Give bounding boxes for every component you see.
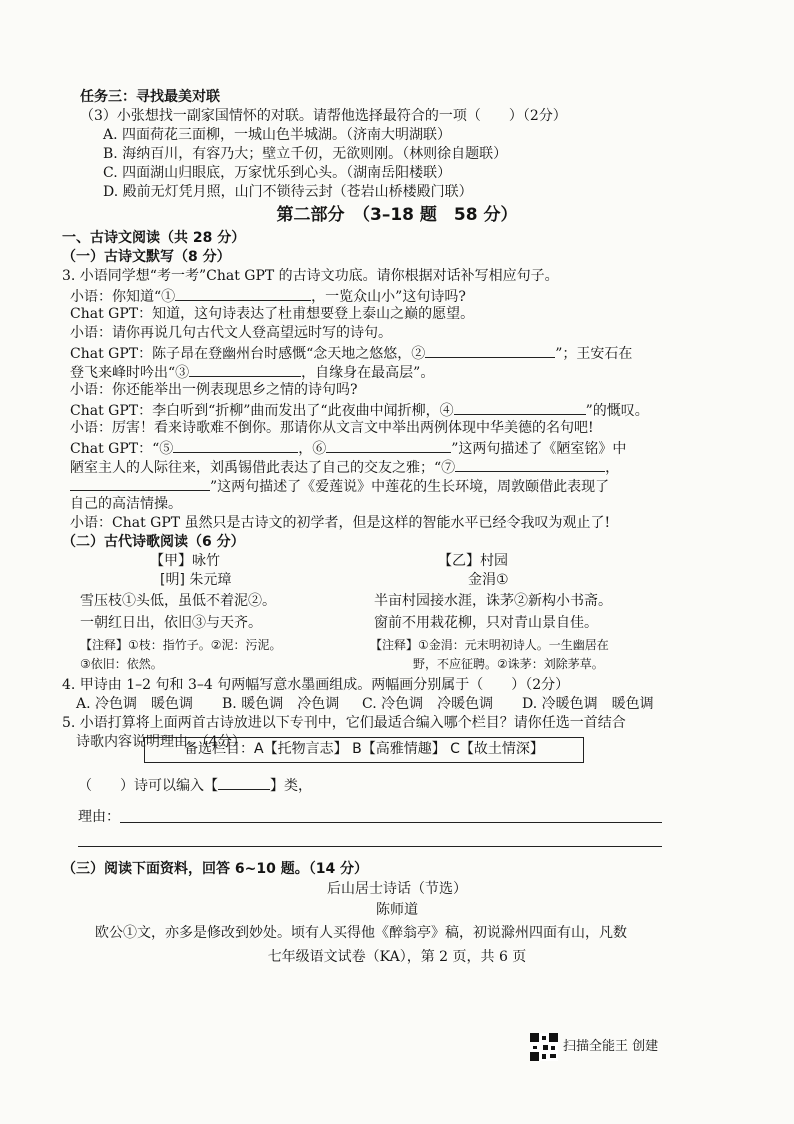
subsection2-title: （二）古代诗歌阅读（6 分） <box>62 534 245 550</box>
q5-answer-line: （ ）诗可以编入【 】类， <box>78 775 312 796</box>
question-4: 4. 甲诗由 1–2 句和 3–4 句两幅写意水墨画组成。两幅画分别属于（ ）（2分） <box>62 677 570 693</box>
blank-6[interactable] <box>326 438 451 453</box>
dialog-line-8: 小语：厉害！看来诗歌难不倒你。那请你从文言文中举出两例体现中华美德的名句吧! <box>70 420 594 436</box>
blank-3[interactable] <box>189 362 301 377</box>
dialog-line-9: Chat GPT：“⑤ ，⑥ ”这两句描述了《陋室铭》中 <box>70 438 626 459</box>
dialog-line-4: Chat GPT：陈子昂在登幽州台时感慨“念天地之悠悠，② ”；王安石在 <box>70 343 632 364</box>
poem-yi-line-1: 半亩村园接水涯，诛茅②新构小书斋。 <box>374 593 612 609</box>
poem-yi-author: 金涓① <box>468 572 509 588</box>
reason-label: 理由： <box>78 809 120 825</box>
article-title: 后山居士诗话（节选） <box>327 881 467 897</box>
reason-line-1[interactable] <box>120 822 662 823</box>
blank-8[interactable] <box>70 476 210 491</box>
section1-title: 一、古诗文阅读（共 28 分） <box>62 230 246 246</box>
column-options-text: 备选栏目：A【托物言志】 B【高雅情趣】 C【故土情深】 <box>184 741 544 757</box>
page-footer: 七年级语文试卷（KA），第 2 页，共 6 页 <box>267 949 527 965</box>
dialog-line-6: 小语：你还能举出一例表现思乡之情的诗句吗? <box>70 382 358 398</box>
dialog-line-3: 小语：请你再说几句古代文人登高望远时写的诗句。 <box>70 325 392 341</box>
blank-1[interactable] <box>175 286 311 301</box>
qr-code-icon <box>530 1033 558 1061</box>
question-3: 3. 小语同学想“考一考”Chat GPT 的古诗文功底。请你根据对话补写相应句子。 <box>62 268 559 284</box>
dialog-line-12: 自己的高洁情操。 <box>70 496 182 512</box>
poem-jia-note-2: ③依旧：依然。 <box>80 657 163 671</box>
poem-jia-line-2: 一朝红日出，依旧③与天齐。 <box>80 615 262 631</box>
poem-jia-author: [明] 朱元璋 <box>160 572 232 588</box>
dialog-line-10: 陋室主人的人际往来，刘禹锡借此表达了自己的交友之雅；“⑦ ， <box>70 457 619 478</box>
dialog-line-11: ”这两句描述了《爱莲说》中莲花的生长环境，周敦颐借此表现了 <box>70 476 609 497</box>
blank-7[interactable] <box>455 457 605 472</box>
option-d: D. 殿前无灯凭月照，山门不锁待云封（苍岩山桥楼殿门联） <box>103 184 473 200</box>
q4-option-c: C. 冷色调 冷暖色调 <box>362 696 494 712</box>
poem-yi-note-2: 野，不应征聘。②诛茅：刘除茅草。 <box>413 657 604 671</box>
watermark-text: 扫描全能王 创建 <box>563 1039 659 1054</box>
dialog-line-1: 小语：你知道“① ，一览众山小”这句诗吗? <box>70 286 466 307</box>
dialog-line-2: Chat GPT：知道，这句诗表达了杜甫想要登上泰山之巅的愿望。 <box>70 306 475 322</box>
part2-title: 第二部分 （3–18 题 58 分） <box>276 205 518 225</box>
blank-2[interactable] <box>425 343 555 358</box>
article-author: 陈师道 <box>376 902 418 918</box>
reason-line-2[interactable] <box>78 846 662 847</box>
blank-4[interactable] <box>454 400 586 415</box>
article-text: 欧公①文，亦多是修改到妙处。顷有人买得他《醉翁亭》稿，初说滁州四面有山，凡数 <box>95 925 627 941</box>
dialog-line-13: 小语：Chat GPT 虽然只是古诗文的初学者，但是这样的智能水平已经令我叹为观止了! <box>70 515 611 531</box>
q4-option-d: D. 冷暖色调 暖色调 <box>522 696 654 712</box>
dialog-line-5: 登飞来峰时吟出“③ ，自缘身在最高层”。 <box>70 362 434 383</box>
poem-jia-note-1: 【注释】①枝：指竹子。②泥：污泥。 <box>80 638 282 652</box>
poem-yi-line-2: 窗前不用栽花柳，只对青山景自佳。 <box>374 615 598 631</box>
subsection3-title: （三）阅读下面资料，回答 6~10 题。（14 分） <box>62 861 369 877</box>
task3-title: 任务三：寻找最美对联 <box>80 89 220 105</box>
option-a: A. 四面荷花三面柳，一城山色半城湖。（济南大明湖联） <box>103 127 452 143</box>
question-5-line-1: 5. 小语打算将上面两首古诗放进以下专刊中，它们最适合编入哪个栏目？请你任选一首结合 <box>62 715 626 731</box>
question-5-line-2: 诗歌内容说明理由。（4分） <box>76 734 246 750</box>
poem-yi-title: 【乙】村园 <box>438 553 508 569</box>
q4-option-b: B. 暖色调 冷色调 <box>222 696 340 712</box>
poem-yi-note-1: 【注释】①金涓：元末明初诗人。一生幽居在 <box>370 638 609 652</box>
blank-5[interactable] <box>173 438 298 453</box>
dialog-line-7: Chat GPT：李白听到“折柳”曲而发出了“此夜曲中闻折柳，④ ”的慨叹。 <box>70 400 649 421</box>
option-c: C. 四面湖山归眼底，万家忧乐到心头。（湖南岳阳楼联） <box>103 165 452 181</box>
subsection1-title: （一）古诗文默写（8 分） <box>62 249 231 265</box>
poem-jia-line-1: 雪压枝①头低，虽低不着泥②。 <box>80 593 276 609</box>
poem-jia-title: 【甲】咏竹 <box>150 553 220 569</box>
q4-option-a: A. 冷色调 暖色调 <box>76 696 194 712</box>
question-3-task: （3）小张想找一副家国情怀的对联。请帮他选择最符合的一项（ ）（2分） <box>80 108 567 124</box>
column-blank[interactable] <box>218 775 270 790</box>
option-b: B. 海纳百川，有容乃大；壁立千仞，无欲则刚。（林则徐自题联） <box>103 146 508 162</box>
